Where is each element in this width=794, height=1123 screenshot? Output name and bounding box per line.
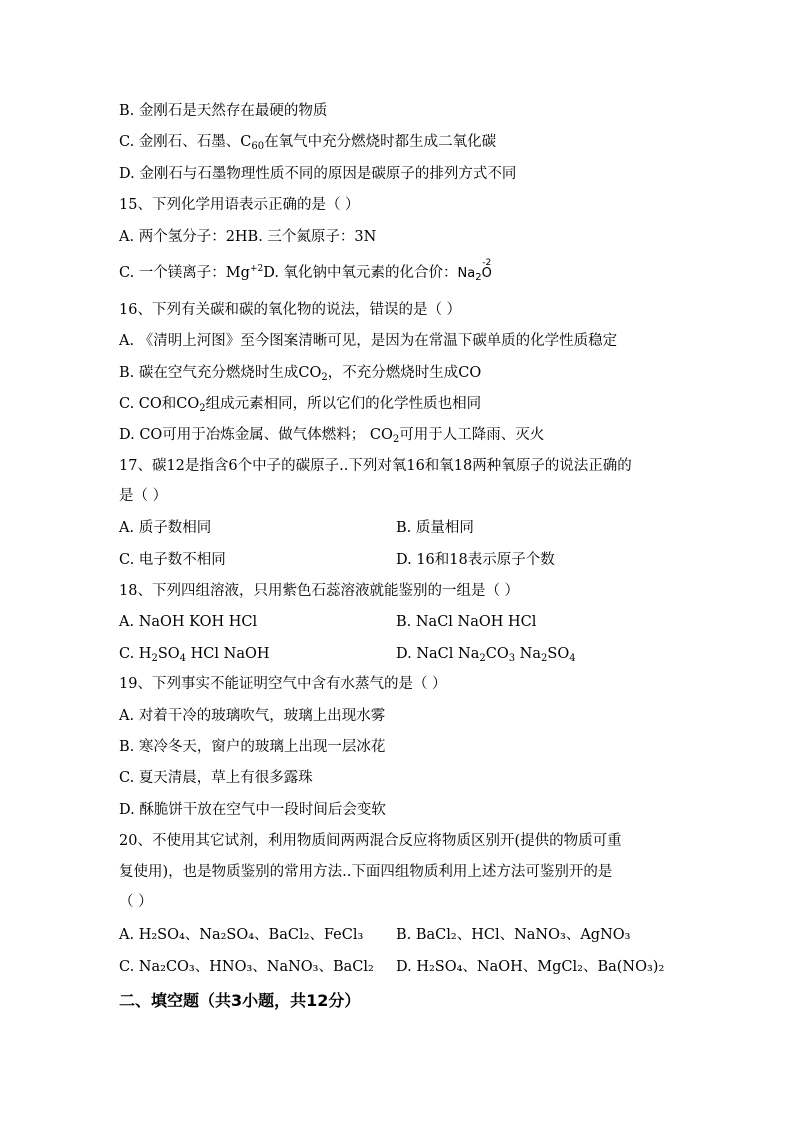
q16-option-a: A. 《清明上河图》至今图案清晰可见，是因为在常温下碳单质的化学性质稳定 [119, 333, 618, 349]
subscript: 2 [475, 272, 482, 283]
q20-option-d: D. H₂SO₄、NaOH、MgCl₂、Ba(NO₃)₂ [396, 959, 665, 975]
q18-option-d [396, 644, 576, 664]
subscript: 3 [508, 653, 516, 664]
q19-stem: 19、下列事实不能证明空气中含有水蒸气的是（ ） [119, 676, 447, 692]
q17-option-a: A. 质子数相同 [119, 520, 212, 536]
text: C. 一个镁离子：Mg [119, 265, 250, 281]
subscript: 2 [321, 372, 328, 383]
q14-option-b: B. 金刚石是天然存在最硬的物质 [119, 103, 328, 119]
q18-option-b: B. NaCl NaOH HCl [396, 614, 537, 630]
q16-option-c [119, 394, 481, 414]
q17-option-b: B. 质量相同 [396, 520, 474, 536]
text: CO [485, 646, 509, 662]
text: SO [157, 646, 180, 662]
q18-option-c [119, 644, 270, 664]
q20-option-c: C. Na₂CO₃、HNO₃、NaNO₃、BaCl₂ [119, 959, 374, 975]
text: 组成元素相同，所以它们的化学性质也相同 [205, 396, 482, 412]
text: D. NaCl Na [396, 646, 480, 662]
q20-option-b: B. BaCl₂、HCl、NaNO₃、AgNO₃ [396, 927, 631, 943]
q14-option-d: D. 金刚石与石墨物理性质不同的原因是碳原子的排列方式不同 [119, 166, 517, 182]
text: 在氧气中充分燃烧时都生成二氧化碳 [264, 134, 497, 150]
valence-mark: -2 [482, 258, 492, 268]
q19-option-d: D. 酥脆饼干放在空气中一段时间后会变软 [119, 802, 386, 818]
sodium-oxide-formula [457, 258, 492, 283]
q15-options-cd [119, 258, 492, 284]
text: 可用于人工降雨、灭火 [399, 427, 545, 443]
oxygen-with-valence [481, 258, 492, 284]
q20-option-a: A. H₂SO₄、Na₂SO₄、BaCl₂、FeCl₃ [119, 927, 364, 943]
subscript: 2 [479, 653, 486, 664]
section-heading-fill-in: 二、填空题（共3小题，共12分） [119, 991, 361, 1010]
q16-stem: 16、下列有关碳和碳的氧化物的说法，错误的是（ ） [119, 302, 462, 318]
q15-stem: 15、下列化学用语表示正确的是（ ） [119, 197, 360, 213]
subscript: 4 [179, 653, 187, 664]
q16-option-b [119, 363, 481, 383]
superscript: +2 [249, 264, 264, 274]
text: Na [515, 646, 542, 662]
q18-stem: 18、下列四组溶液，只用紫色石蕊溶液就能鉴别的一组是（ ） [119, 583, 520, 599]
q17-option-c: C. 电子数不相同 [119, 552, 226, 568]
subscript: 60 [251, 141, 265, 152]
text: HCl NaOH [186, 646, 270, 662]
text: B. 碳在空气充分燃烧时生成CO [119, 365, 322, 381]
text: D. CO可用于冶炼金属、做气体燃料； CO [119, 427, 393, 443]
subscript: 2 [199, 403, 206, 414]
q15-options-ab: A. 两个氢分子：2HB. 三个氮原子：3N [119, 229, 377, 245]
text: O [481, 266, 492, 281]
q16-option-d [119, 425, 544, 445]
text: D. 氧化钠中氧元素的化合价： [263, 265, 458, 281]
q14-option-c [119, 132, 496, 152]
text: Na [457, 266, 476, 281]
q20-stem-line1: 20、不使用其它试剂，利用物质间两两混合反应将物质区别开(提供的物质可重 [119, 833, 622, 849]
q18-option-a: A. NaOH KOH HCl [119, 614, 258, 630]
subscript: 4 [569, 653, 576, 664]
subscript: 2 [151, 653, 158, 664]
text: C. 金刚石、石墨、C [119, 134, 252, 150]
text: C. CO和CO [119, 396, 200, 412]
text: SO [547, 646, 570, 662]
subscript: 2 [392, 434, 400, 445]
text: C. H [119, 646, 152, 662]
text: ，不充分燃烧时生成CO [327, 365, 482, 381]
q19-option-b: B. 寒冷冬天，窗户的玻璃上出现一层冰花 [119, 739, 386, 755]
q19-option-a: A. 对着干冷的玻璃吹气，玻璃上出现水雾 [119, 708, 386, 724]
q19-option-c: C. 夏天清晨，草上有很多露珠 [119, 770, 313, 786]
q20-stem-line2: 复使用)，也是物质鉴别的常用方法..下面四组物质利用上述方法可鉴别开的是 [119, 864, 613, 880]
q17-option-d: D. 16和18表示原子个数 [396, 552, 555, 568]
subscript: 2 [541, 653, 548, 664]
q20-stem-line3: （ ） [119, 894, 153, 910]
q17-stem-line1: 17、碳12是指含6个中子的碳原子..下列对氧16和氧18两种氧原子的说法正确的 [119, 458, 632, 474]
q17-stem-line2: 是（ ） [119, 488, 168, 504]
